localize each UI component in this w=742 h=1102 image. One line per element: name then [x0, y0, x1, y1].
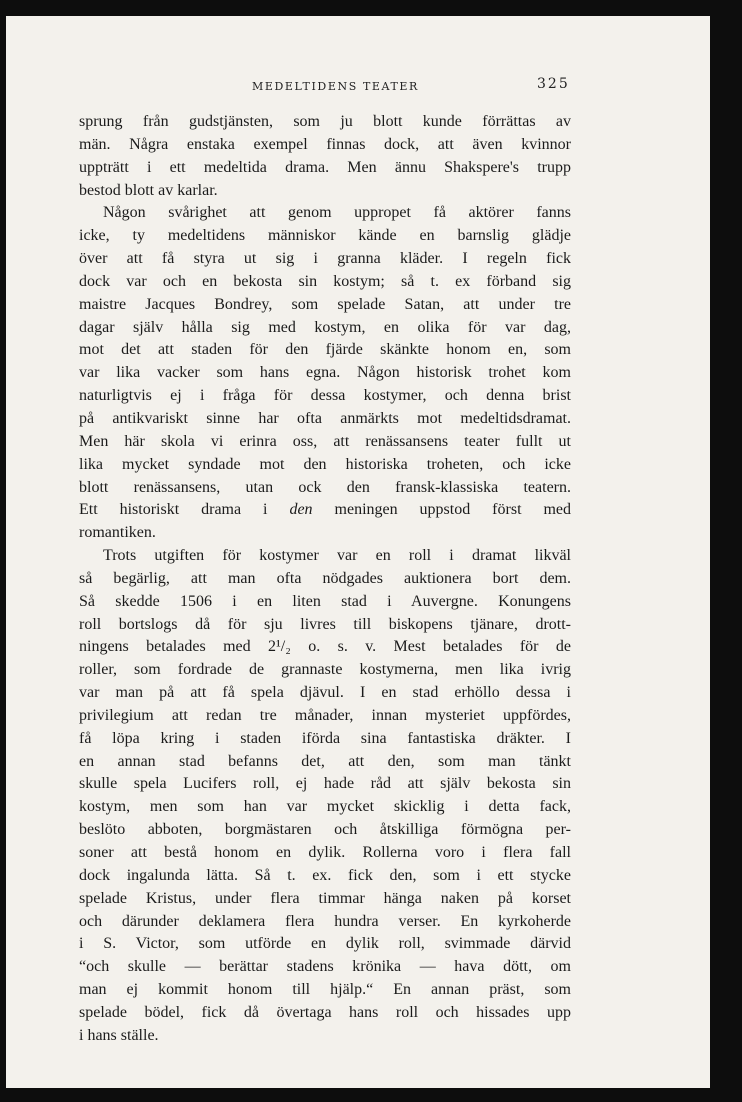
text-line: dock var och en bekosta sin kostym; så t. ex förband sig [79, 272, 571, 290]
text-line: dock ingalunda lätta. Så t. ex. fick den, som i ett stycke [79, 866, 571, 884]
text-line: man ej kommit honom till hjälp.“ En annan präst, som [79, 981, 571, 999]
text-line: få löpa kring i staden iförda sina fantastiska dräkter. I [79, 729, 571, 747]
text-line: skulle spela Lucifers roll, ej hade råd att själv bekosta sin [79, 775, 571, 793]
text-line: ningens betalades med 2¹/₂ o. s. v. Mest betalades för de [79, 638, 571, 656]
text-line: romantiken. [79, 524, 156, 542]
page-number: 325 [537, 76, 570, 92]
text-line: icke, ty medeltidens människor kände en barnslig glädje [79, 227, 571, 245]
text-line: uppträtt i ett medeltida drama. Men ännu Shakspere's trupp [79, 158, 571, 176]
page-header [6, 76, 710, 96]
text-line: privilegium att redan tre månader, innan mysteriet uppfördes, [79, 706, 571, 724]
text-line: roller, som fordrade de grannaste kostymerna, men lika ivrig [79, 661, 571, 679]
paragraph [79, 111, 571, 202]
text-line: mot det att staden för den fjärde skänkte honom en, som [79, 341, 571, 359]
text-line: en annan stad befanns det, att den, som man tänkt [79, 752, 571, 770]
text-line: naturligtvis ej i fråga för dessa kostymer, och denna brist [79, 387, 571, 405]
paragraph [79, 202, 571, 545]
text-line: dagar själv hålla sig med kostym, en olika för var dag, [79, 318, 571, 336]
paragraph [79, 545, 571, 1048]
text-line: över att få styra ut sig i granna kläder. I regeln fick [79, 250, 571, 268]
text-line: var man på att få spela djävul. I en stad erhöllo dessa i [79, 684, 571, 702]
running-title: MEDELTIDENS TEATER [252, 80, 419, 93]
text-line: Någon svårighet att genom uppropet få aktörer fanns [103, 204, 571, 222]
text-line: i S. Victor, som utförde en dylik roll, svimmade därvid [79, 935, 571, 953]
text-line: på antikvariskt sinne har ofta anmärkts mot medeltidsdramat. [79, 409, 571, 427]
text-line [79, 499, 571, 522]
text-fragment: meningen uppstod först med [334, 501, 572, 519]
text-line: roll bortslogs då för sju livres till biskopens tjänare, drott- [79, 615, 571, 633]
text-line: var lika vacker som hans egna. Någon historisk trohet kom [79, 364, 571, 382]
text-fragment: Ett historiskt drama i [79, 501, 268, 519]
text-line: lika mycket syndade mot den historiska troheten, och icke [79, 455, 571, 473]
text-line: Trots utgiften för kostymer var en roll i dramat likväl [103, 547, 571, 565]
text-line: i hans ställe. [79, 1026, 159, 1044]
text-line: män. Några enstaka exempel finnas dock, att även kvinnor [79, 135, 571, 153]
text-line: blott renässansens, utan ock den fransk-klassiska teatern. [79, 478, 571, 496]
text-line: kostym, men som han var mycket skicklig i detta fack, [79, 798, 571, 816]
text-line: soner att bestå honom en dylik. Rollerna voro i flera fall [79, 844, 571, 861]
text-line: Men här skola vi erinra oss, att renässansens teater fullt ut [79, 432, 571, 450]
text-line: beslöto abboten, borgmästaren och åtskilliga förmögna per- [79, 821, 571, 839]
text-line: så begärlig, att man ofta nödgades auktionera bort dem. [79, 569, 571, 587]
body-text [79, 111, 571, 1048]
text-line: och därunder deklamera flera hundra verser. En kyrkoherde [79, 912, 571, 930]
book-page [6, 16, 710, 1088]
text-line: spelade Kristus, under flera timmar hänga naken på korset [79, 889, 571, 907]
text-line: “och skulle — berättar stadens krönika — hava dött, om [79, 958, 571, 976]
italic-word: den [289, 501, 313, 519]
text-line: bestod blott av karlar. [79, 181, 218, 199]
text-line: sprung från gudstjänsten, som ju blott kunde förrättas av [79, 113, 571, 130]
text-line: spelade bödel, fick då övertaga hans roll och hissades upp [79, 1003, 571, 1021]
text-line: maistre Jacques Bondrey, som spelade Satan, att under tre [79, 295, 571, 313]
text-line: Så skedde 1506 i en liten stad i Auvergne. Konungens [79, 592, 571, 610]
